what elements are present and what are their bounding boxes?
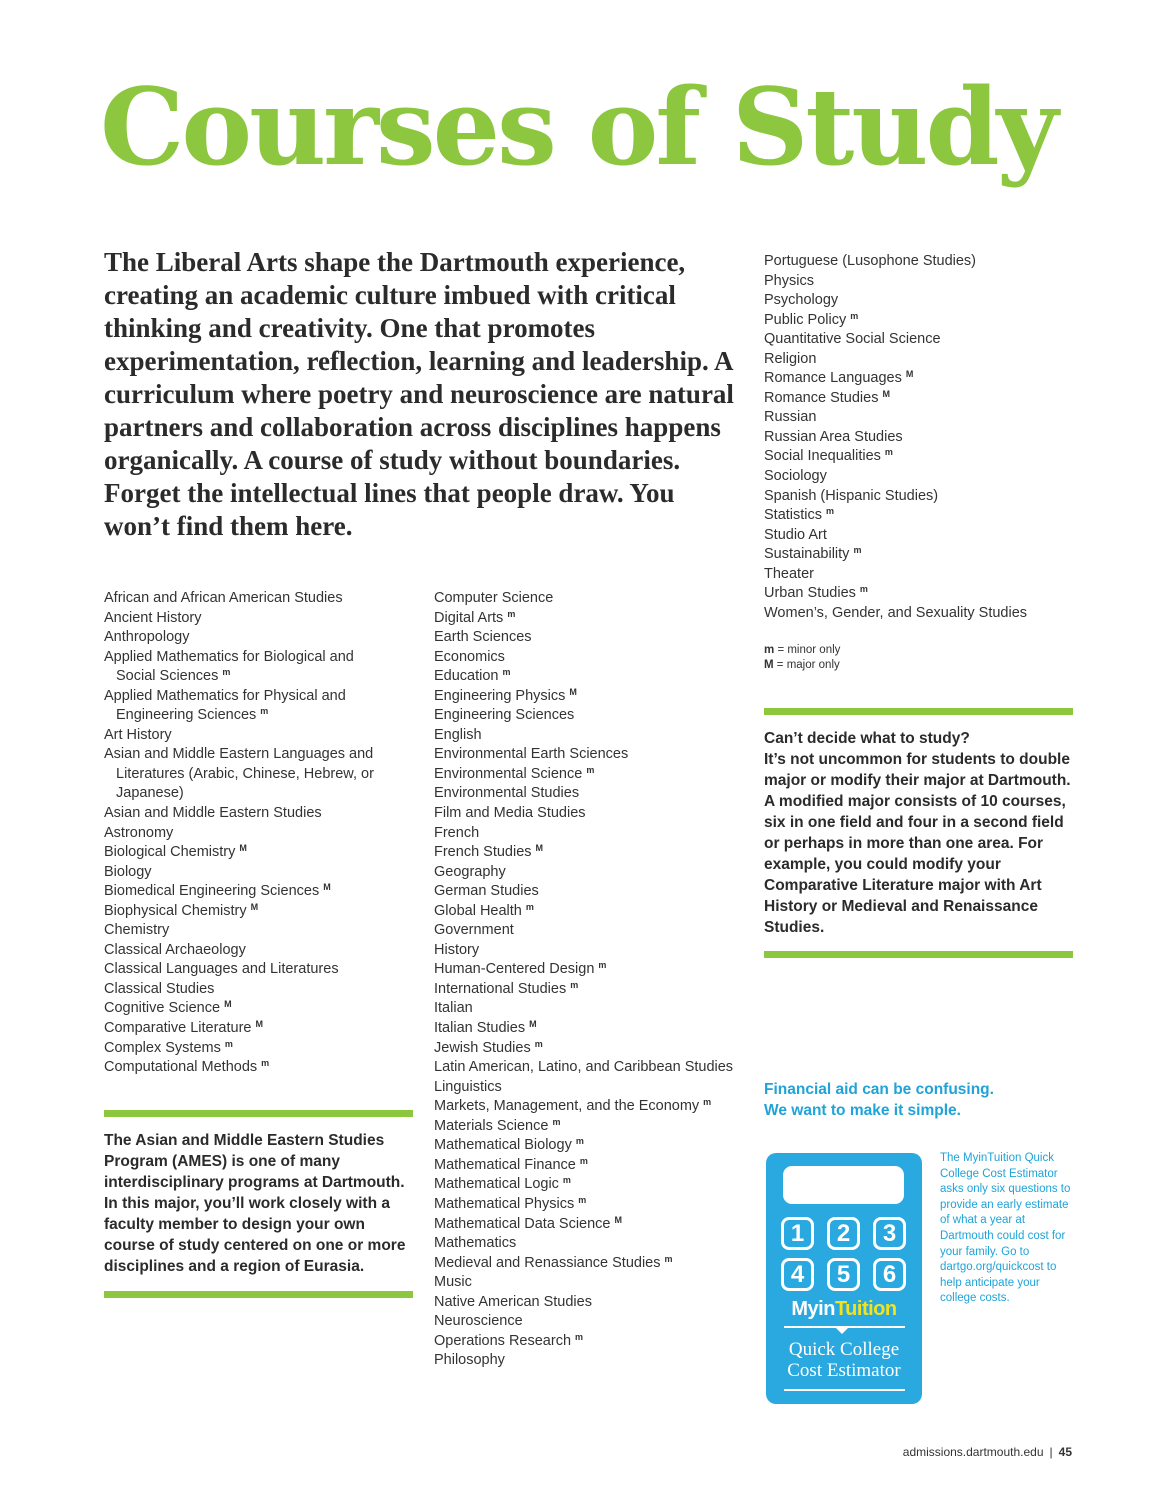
footer [903,1445,1072,1459]
course-item [434,589,734,609]
course-name: Classical Languages and Literatures [104,961,339,978]
majors-list-column-1 [104,589,404,1078]
course-name: Urban Studies $^m$ [764,584,868,602]
minor-only-mark: m [222,667,231,678]
course-item [104,902,404,922]
course-name: Cognitive Science $^M$ [104,999,232,1017]
course-item [434,726,734,746]
course-item [764,545,1084,565]
course-name: Biophysical Chemistry $^M$ [104,901,259,919]
footer-separator: | [1049,1445,1053,1459]
course-name: Linguistics [434,1078,502,1095]
course-name: Biology [104,863,152,880]
majors-list-column-2 [434,589,734,1371]
legend-minor-label: = minor only [777,644,841,656]
course-name: Medieval and Renassiance Studies $^m$ [434,1253,673,1271]
major-only-mark: M [250,901,259,912]
course-name: Complex Systems $^m$ [104,1038,233,1056]
course-name: Classical Studies [104,980,215,997]
calculator-screen [783,1166,904,1204]
minor-only-mark: m [502,667,511,678]
course-name: Anthropology [104,629,190,646]
course-item [764,272,1084,292]
legend-major-key: M [764,659,774,671]
course-item [764,467,1084,487]
course-item [434,1019,734,1039]
course-name: Education $^m$ [434,667,511,685]
course-name: Romance Languages $^M$ [764,369,914,387]
minor-only-mark: m [703,1097,712,1108]
minor-only-mark: m [826,506,835,517]
legend [764,643,840,673]
course-item [764,369,1084,389]
logo-part-tuition: Tuition [834,1298,897,1320]
footer-site: admissions.dartmouth.edu [902,1445,1044,1459]
course-name: Neuroscience [434,1313,523,1330]
course-name: Human-Centered Design $^m$ [434,960,607,978]
course-name: Earth Sciences [434,629,532,646]
course-name: Italian Studies $^M$ [434,1019,537,1037]
course-item [104,1039,404,1059]
course-name: Chemistry [104,922,170,939]
course-item [764,291,1084,311]
course-item [104,589,404,609]
course-item [764,584,1084,604]
page-title: Courses of Study [100,64,1056,189]
legend-major-label: = major only [776,659,840,671]
course-name: Public Policy $^m$ [764,310,859,328]
course-item [764,447,1084,467]
course-item [434,1156,734,1176]
calculator-tagline-1: Quick College [788,1339,900,1360]
course-name: Music [434,1274,472,1291]
tagline-underline [784,1389,905,1391]
course-item [434,1039,734,1059]
course-name: Materials Science $^m$ [434,1116,561,1134]
course-name: French Studies $^M$ [434,843,544,861]
course-item [434,1195,734,1215]
course-item [434,804,734,824]
major-only-mark: M [882,388,890,399]
course-item [764,526,1084,546]
course-item [764,330,1084,350]
course-item [434,1097,734,1117]
course-name: Native American Studies [434,1293,592,1310]
minor-only-mark: m [575,1331,584,1342]
decide-callout-heading: Can’t decide what to study? [764,730,970,747]
course-name: Art History [104,726,172,743]
myintuition-logo [766,1298,922,1321]
course-name: Studio Art [764,526,827,543]
minor-only-mark: m [224,1038,233,1049]
course-name: Ancient History [104,609,202,626]
course-item [434,980,734,1000]
minor-only-mark: m [525,901,534,912]
course-item [434,941,734,961]
course-name: Environmental Studies [434,785,580,802]
minor-only-mark: m [260,706,269,717]
logo-part-myin: Myin [791,1298,835,1320]
course-name: Russian Area Studies [764,428,903,445]
minor-only-mark: m [850,310,859,321]
course-name: English [434,726,482,743]
course-item [434,628,734,648]
course-item [104,999,404,1019]
course-item [764,389,1084,409]
course-item [434,1273,734,1293]
course-name: Markets, Management, and the Economy $^m$ [434,1097,712,1115]
course-item [764,487,1084,507]
course-name: Russian [764,409,817,426]
minor-only-mark: m [552,1116,561,1127]
course-item [104,843,404,863]
majors-list-column-3 [764,252,1084,623]
financial-aid-heading [764,1079,1064,1121]
course-item [434,1254,734,1274]
course-name: Mathematical Finance $^m$ [434,1155,588,1173]
course-item [434,999,734,1019]
course-item [764,565,1084,585]
course-item [434,648,734,668]
course-name: Portuguese (Lusophone Studies) [764,253,977,269]
course-name-continued: Japanese) [116,785,184,802]
course-name: French [434,824,480,841]
course-name: International Studies $^m$ [434,979,579,997]
major-only-mark: M [535,843,544,854]
course-item [104,980,404,1000]
course-item [434,1078,734,1098]
major-only-mark: M [529,1019,537,1030]
minor-only-mark: m [570,979,579,990]
course-name: Theater [764,565,814,582]
calculator-key-6: 6 [873,1258,906,1291]
decide-callout-bottom-rule [764,951,1073,958]
course-name: Asian and Middle Eastern Studies [104,805,322,822]
minor-only-mark: m [853,545,862,556]
course-name-continued: Social Sciences $^m$ [116,667,231,685]
course-item [434,706,734,726]
estimator-description: The MyinTuition Quick College Cost Estimator asks only six questions to provide an early estimate of what a year at Dartmouth could cost for your family. Go to dartgo.org/quickcost to help anticipate your college costs. [940,1152,1071,1305]
course-item [434,843,734,863]
course-name: Film and Media Studies [434,805,586,822]
intro-paragraph: The Liberal Arts shape the Dartmouth experience, creating an academic culture imbued with critical thinking and creativity. One that promotes experimentation, reflection, learning and leadership. A curriculum where poetry and neuroscience are natural partners and collaboration across disciplines happens organically. A course of study without boundaries. Forget the intellectual lines that people draw. You won’t find them here. [104,247,734,541]
course-item [434,667,734,687]
course-name: Statistics $^m$ [764,506,835,524]
minor-only-mark: m [598,960,607,971]
course-item [434,960,734,980]
minor-only-mark: m [664,1253,673,1264]
course-item [104,863,404,883]
course-name: Applied Mathematics for Biological and [104,648,354,665]
course-name: Classical Archaeology [104,941,246,958]
course-name: Computational Methods $^m$ [104,1058,270,1076]
ames-callout: The Asian and Middle Eastern Studies Program (AMES) is one of many interdisciplinary programs at Dartmouth. In this major, you’ll work closely with a faculty member to design your own course of study centered on one or more disciplines and a region of Eurasia. [104,1132,406,1275]
course-item [434,609,734,629]
ames-callout-top-rule [104,1110,413,1117]
course-item [104,1019,404,1039]
course-item [434,921,734,941]
minor-only-mark: m [859,584,868,595]
course-name: Quantitative Social Science [764,331,941,348]
course-name: Mathematics [434,1235,517,1252]
major-only-mark: M [255,1019,263,1030]
course-item [764,311,1084,331]
course-name: Asian and Middle Eastern Languages and [104,746,374,763]
course-name: Engineering Physics $^M$ [434,686,577,704]
myintuition-calculator-graphic [766,1153,922,1404]
course-item [104,960,404,980]
course-name: Mathematical Logic $^m$ [434,1175,571,1193]
major-only-mark: M [323,882,331,893]
course-item [104,745,404,804]
course-name: Operations Research $^m$ [434,1331,584,1349]
minor-only-mark: m [562,1175,571,1186]
course-name: Digital Arts $^m$ [434,608,516,626]
course-name: Geography [434,863,506,880]
course-name: Economics [434,648,505,665]
course-name: Romance Studies $^M$ [764,388,890,406]
course-item [764,506,1084,526]
course-name: Astronomy [104,824,174,841]
course-name: Sustainability $^m$ [764,545,862,563]
course-name: History [434,941,480,958]
course-item [104,726,404,746]
course-item [434,1332,734,1352]
course-item [104,804,404,824]
minor-only-mark: m [507,608,516,619]
course-item [434,1117,734,1137]
course-name: Sociology [764,468,827,485]
course-name: Environmental Earth Sciences [434,746,629,763]
course-item [434,902,734,922]
financial-aid-line-1: Financial aid can be confusing. [764,1081,994,1098]
minor-only-mark: m [884,447,893,458]
course-item [434,1234,734,1254]
major-only-mark: M [224,999,232,1010]
course-name: Philosophy [434,1352,505,1369]
course-name: Religion [764,350,817,367]
major-only-mark: M [239,843,247,854]
course-name-continued: Literatures (Arabic, Chinese, Hebrew, or [116,765,374,782]
course-name: Mathematical Biology $^m$ [434,1136,584,1154]
course-name: Women’s, Gender, and Sexuality Studies [764,604,1028,621]
decide-callout [764,728,1074,938]
course-item [104,628,404,648]
course-item [434,1312,734,1332]
course-name: Government [434,922,514,939]
course-item [104,824,404,844]
course-item [434,687,734,707]
course-item [434,882,734,902]
course-name: Environmental Science $^m$ [434,764,595,782]
course-name: Mathematical Physics $^m$ [434,1194,587,1212]
course-name: Comparative Literature $^M$ [104,1019,263,1037]
calculator-key-2: 2 [827,1217,860,1250]
minor-only-mark: m [578,1194,587,1205]
course-item [434,765,734,785]
page-number: 45 [1058,1445,1072,1459]
course-name: Biological Chemistry $^M$ [104,843,247,861]
course-item [434,1136,734,1156]
course-item [434,784,734,804]
course-item [104,648,404,687]
decide-callout-body: It’s not uncommon for students to double major or modify their major at Dartmouth. A modified major consists of 10 courses, six in one field and four in a second field or perhaps in more than one area. For example, you could modify your Comparative Literature major with Art History or Medieval and Renaissance Studies. [764,751,1071,936]
course-item [764,252,1084,272]
calculator-tagline-2: Cost Estimator [787,1360,901,1381]
course-name: African and African American Studies [104,590,343,606]
course-name: Jewish Studies $^m$ [434,1038,543,1056]
course-name: Social Inequalities $^m$ [764,447,893,465]
course-item [764,604,1084,624]
minor-only-mark: m [534,1038,543,1049]
course-item [104,609,404,629]
minor-only-mark: m [586,764,595,775]
course-item [104,687,404,726]
course-item [104,921,404,941]
course-item [104,882,404,902]
legend-minor-key: m [764,644,775,656]
course-name: Psychology [764,292,839,309]
minor-only-mark: m [261,1058,270,1069]
legend-major [764,658,840,673]
major-only-mark: M [614,1214,622,1225]
course-item [434,863,734,883]
course-item [434,824,734,844]
course-name: Biomedical Engineering Sciences $^M$ [104,882,331,900]
calculator-key-5: 5 [827,1258,860,1291]
minor-only-mark: m [575,1136,584,1147]
course-item [434,745,734,765]
course-name: Italian [434,1000,473,1017]
calculator-key-4: 4 [781,1258,814,1291]
ames-callout-bottom-rule [104,1291,413,1298]
logo-pointer-icon [836,1328,848,1334]
major-only-mark: M [569,686,577,697]
financial-aid-line-2: We want to make it simple. [764,1102,961,1119]
course-item [434,1351,734,1371]
course-item [764,350,1084,370]
major-only-mark: M [905,369,914,380]
decide-callout-top-rule [764,708,1073,715]
course-item [104,1058,404,1078]
course-name: Applied Mathematics for Physical and [104,687,346,704]
course-item [434,1058,734,1078]
course-name: Mathematical Data Science $^M$ [434,1214,622,1232]
course-name: Latin American, Latino, and Caribbean Studies [434,1059,734,1076]
calculator-key-3: 3 [873,1217,906,1250]
legend-minor [764,643,840,658]
course-name: Engineering Sciences [434,707,575,724]
course-name: German Studies [434,883,539,900]
minor-only-mark: m [579,1155,588,1166]
course-name: Global Health $^m$ [434,901,534,919]
course-name: Spanish (Hispanic Studies) [764,487,939,504]
course-item [764,408,1084,428]
course-name: Physics [764,272,814,289]
course-item [764,428,1084,448]
course-item [104,941,404,961]
course-name: Computer Science [434,590,554,606]
course-name-continued: Engineering Sciences $^m$ [116,706,269,724]
course-item [434,1175,734,1195]
course-item [434,1215,734,1235]
course-item [434,1293,734,1313]
calculator-key-1: 1 [781,1217,814,1250]
